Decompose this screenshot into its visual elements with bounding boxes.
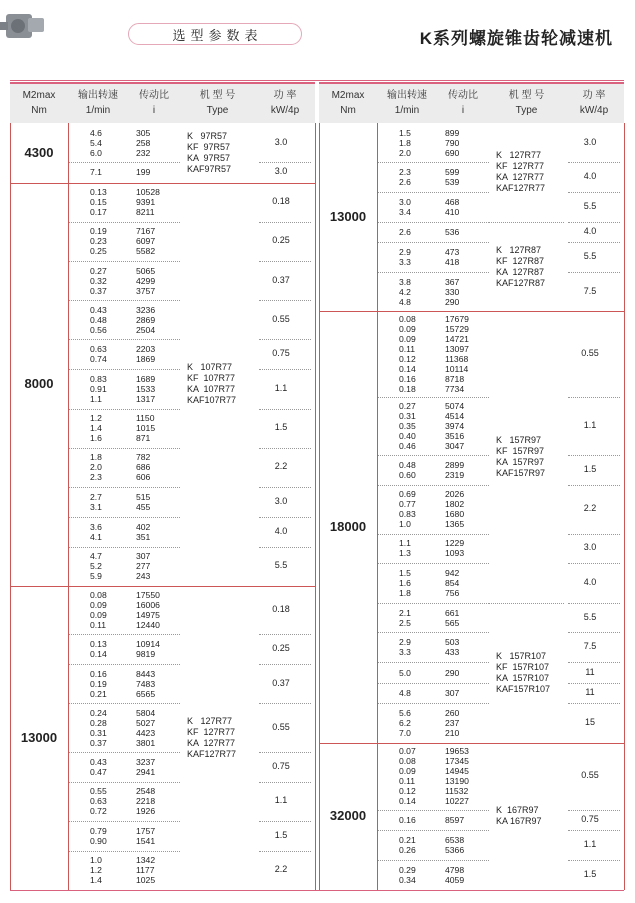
speed-ratio-row <box>319 242 624 272</box>
power-header: kW/4p <box>579 105 609 116</box>
ratio-header: 传动比 <box>139 90 169 101</box>
output-speed: 0.43 0.48 0.56 <box>90 304 107 335</box>
model-type: K 167R97 KA 167R97 <box>496 805 542 827</box>
output-speed: 0.13 0.15 0.17 <box>90 187 107 218</box>
type-header: Type <box>206 105 229 116</box>
output-speed: 2.3 2.6 <box>399 167 411 188</box>
ratio: 8443 7483 6565 <box>136 668 156 699</box>
ratio: 1342 1177 1025 <box>136 855 156 886</box>
m2max-value: 13000 <box>329 209 367 225</box>
type-header: 机 型 号 <box>199 90 236 101</box>
series-title: K系列螺旋锥齿轮减速机 <box>419 29 613 48</box>
ratio: 307 277 243 <box>136 551 151 582</box>
model-type: K 157R97 KF 157R97 KA 157R97 KAF157R97 <box>496 435 546 479</box>
speed-ratio-row <box>319 222 624 243</box>
power-value: 0.55 <box>581 348 599 359</box>
header-divider <box>10 80 624 81</box>
table-group <box>319 123 624 311</box>
ratio: 473 418 <box>445 247 460 268</box>
table-border <box>315 123 316 890</box>
speed-ratio-row <box>10 782 315 821</box>
power-value: 1.5 <box>583 464 597 475</box>
power-value: 3.0 <box>274 166 288 177</box>
output-speed: 0.43 0.47 <box>90 756 107 777</box>
speed-header: 1/min <box>85 105 111 116</box>
power-value: 0.18 <box>272 604 290 615</box>
speed-ratio-row <box>10 123 315 162</box>
power-value: 5.5 <box>583 611 597 622</box>
power-value: 3.0 <box>274 136 288 147</box>
ratio: 515 455 <box>136 491 151 512</box>
ratio: 2548 2218 1926 <box>136 786 156 817</box>
speed-header: 输出转速 <box>78 90 118 101</box>
m2max-divider <box>377 123 378 890</box>
table-group <box>319 743 624 890</box>
speed-ratio-row <box>319 123 624 162</box>
output-speed: 5.6 6.2 7.0 <box>399 707 411 738</box>
m2max-header: M2max <box>22 90 56 101</box>
ratio: 19653 17345 14945 13190 11532 10227 <box>445 746 469 807</box>
output-speed: 0.13 0.14 <box>90 639 107 660</box>
ratio-header: i <box>152 105 156 116</box>
right-table <box>319 82 624 890</box>
ratio: 2899 2319 <box>445 460 465 481</box>
table-header <box>10 82 315 123</box>
ratio: 3237 2941 <box>136 756 156 777</box>
power-value: 5.5 <box>583 251 597 262</box>
speed-ratio-row <box>10 821 315 851</box>
speed-ratio-row <box>10 664 315 703</box>
power-value: 5.5 <box>583 200 597 211</box>
output-speed: 1.0 1.2 1.4 <box>90 855 102 886</box>
speed-ratio-row <box>319 311 624 397</box>
speed-ratio-row <box>10 222 315 261</box>
power-value: 3.0 <box>274 495 288 506</box>
power-value: 0.55 <box>581 770 599 781</box>
output-speed: 7.1 <box>90 167 102 178</box>
model-type: K 127R87 KF 127R87 KA 127R87 KAF127R87 <box>496 244 546 288</box>
output-speed: 0.27 0.31 0.35 0.40 0.46 <box>399 401 416 452</box>
power-value: 1.1 <box>583 839 597 850</box>
output-speed: 3.0 3.4 <box>399 196 411 217</box>
speed-ratio-row <box>319 683 624 704</box>
power-value: 0.25 <box>272 643 290 654</box>
speed-ratio-row <box>319 272 624 311</box>
speed-ratio-row <box>10 261 315 300</box>
ratio: 2026 1802 1680 1365 <box>445 489 465 530</box>
power-header: 功 率 <box>582 90 606 101</box>
m2max-value: 8000 <box>24 376 54 392</box>
output-speed: 4.6 5.4 6.0 <box>90 127 102 158</box>
ratio: 17679 15729 14721 13097 11368 10114 8718 7734 <box>445 314 469 395</box>
output-speed: 4.7 5.2 5.9 <box>90 551 102 582</box>
power-value: 0.55 <box>272 721 290 732</box>
output-speed: 0.29 0.34 <box>399 865 416 886</box>
ratio: 503 433 <box>445 637 460 658</box>
output-speed: 2.9 3.3 <box>399 247 411 268</box>
output-speed: 5.0 <box>399 667 411 678</box>
output-speed: 1.5 1.8 2.0 <box>399 127 411 158</box>
output-speed: 1.1 1.3 <box>399 538 411 559</box>
type-divider <box>489 603 564 604</box>
power-value: 11 <box>585 666 595 677</box>
type-header: Type <box>515 105 538 116</box>
output-speed: 0.19 0.23 0.25 <box>90 226 107 257</box>
power-value: 5.5 <box>274 560 288 571</box>
output-speed: 2.6 <box>399 227 411 238</box>
model-type: K 127R77 KF 127R77 KA 127R77 KAF127R77 <box>187 715 237 759</box>
output-speed: 0.48 0.60 <box>399 460 416 481</box>
speed-ratio-row <box>319 810 624 831</box>
speed-ratio-row <box>10 851 315 890</box>
ratio: 599 539 <box>445 167 460 188</box>
model-type: K 157R107 KF 157R107 KA 157R107 KAF157R107 <box>496 650 551 694</box>
table-body <box>10 123 315 890</box>
power-value: 0.25 <box>272 235 290 246</box>
output-speed: 0.24 0.28 0.31 0.37 <box>90 707 107 748</box>
power-value: 7.5 <box>583 285 597 296</box>
table-border <box>10 123 11 890</box>
speed-ratio-row <box>319 662 624 683</box>
m2max-value: 18000 <box>329 519 367 534</box>
ratio: 7167 6097 5582 <box>136 226 156 257</box>
m2max-divider <box>68 123 69 890</box>
m2max-header: Nm <box>31 105 47 116</box>
output-speed: 3.6 4.1 <box>90 521 102 542</box>
power-value: 11 <box>585 687 595 698</box>
model-type: K 107R77 KF 107R77 KA 107R77 KAF107R77 <box>187 362 237 406</box>
model-type: K 97R57 KF 97R57 KA 97R57 KAF97R57 <box>187 130 232 174</box>
speed-ratio-row <box>319 397 624 455</box>
output-speed: 0.08 0.09 0.09 0.11 0.12 0.14 0.16 0.18 <box>399 314 416 395</box>
power-value: 1.5 <box>274 422 288 433</box>
output-speed: 1.2 1.4 1.6 <box>90 413 102 444</box>
m2max-value: 13000 <box>20 729 58 745</box>
power-value: 1.1 <box>274 795 288 806</box>
power-value: 15 <box>584 716 595 727</box>
output-speed: 1.5 1.6 1.8 <box>399 567 411 598</box>
output-speed: 0.08 0.09 0.09 0.11 <box>90 590 107 631</box>
power-value: 0.75 <box>581 813 599 824</box>
speed-header: 输出转速 <box>387 90 427 101</box>
ratio: 260 237 210 <box>445 707 460 738</box>
speed-ratio-row <box>319 192 624 225</box>
output-speed: 0.27 0.32 0.37 <box>90 265 107 296</box>
speed-ratio-row <box>319 162 624 192</box>
speed-ratio-row <box>10 487 315 517</box>
selection-table-title: 选型参数表 <box>128 23 302 45</box>
speed-ratio-row <box>10 339 315 369</box>
power-value: 1.5 <box>274 829 288 840</box>
output-speed: 0.07 0.08 0.09 0.11 0.12 0.14 <box>399 746 416 807</box>
output-speed: 0.69 0.77 0.83 1.0 <box>399 489 416 530</box>
power-value: 4.0 <box>274 525 288 536</box>
ratio: 899 790 690 <box>445 127 460 158</box>
ratio: 307 <box>445 688 460 699</box>
power-value: 2.2 <box>274 461 288 472</box>
ratio: 1757 1541 <box>136 825 156 846</box>
power-value: 2.2 <box>583 503 597 514</box>
power-value: 4.0 <box>583 171 597 182</box>
power-header: kW/4p <box>270 105 300 116</box>
speed-ratio-row <box>10 409 315 448</box>
output-speed: 3.8 4.2 4.8 <box>399 276 411 307</box>
ratio: 199 <box>136 167 151 178</box>
ratio: 942 854 756 <box>445 567 460 598</box>
speed-ratio-row <box>319 563 624 602</box>
output-speed: 0.16 0.19 0.21 <box>90 668 107 699</box>
m2max-header: M2max <box>331 90 365 101</box>
ratio: 468 410 <box>445 196 460 217</box>
output-speed: 0.55 0.63 0.72 <box>90 786 107 817</box>
output-speed: 2.7 3.1 <box>90 491 102 512</box>
ratio: 5074 4514 3974 3516 3047 <box>445 401 465 452</box>
ratio: 10914 9819 <box>136 639 160 660</box>
gearbox-icon <box>0 4 48 46</box>
ratio: 3236 2869 2504 <box>136 304 156 335</box>
ratio-header: 传动比 <box>448 90 478 101</box>
model-type: K 127R77 KF 127R77 KA 127R77 KAF127R77 <box>496 150 546 194</box>
output-speed: 0.83 0.91 1.1 <box>90 373 107 404</box>
table-group <box>319 311 624 742</box>
speed-ratio-row <box>10 634 315 664</box>
ratio: 661 565 <box>445 607 460 628</box>
table-group <box>10 123 315 183</box>
m2max-header: Nm <box>340 105 356 116</box>
power-value: 1.1 <box>583 420 597 431</box>
output-speed: 4.8 <box>399 688 411 699</box>
output-speed: 1.8 2.0 2.3 <box>90 452 102 483</box>
output-speed: 0.21 0.26 <box>399 835 416 856</box>
speed-ratio-row <box>319 860 624 890</box>
speed-ratio-row <box>319 455 624 485</box>
ratio: 1150 1015 871 <box>136 413 156 444</box>
ratio: 782 686 606 <box>136 452 151 483</box>
ratio: 290 <box>445 667 460 678</box>
speed-ratio-row <box>319 485 624 534</box>
ratio: 10528 9391 8211 <box>136 187 160 218</box>
output-speed: 0.16 <box>399 814 416 825</box>
speed-ratio-row <box>319 830 624 860</box>
speed-ratio-row <box>10 517 315 547</box>
speed-ratio-row <box>319 603 624 633</box>
speed-ratio-row <box>10 183 315 222</box>
type-divider <box>489 222 564 223</box>
table-group <box>10 586 315 890</box>
table-group <box>10 183 315 586</box>
speed-ratio-row <box>10 586 315 635</box>
speed-ratio-row <box>10 300 315 339</box>
power-value: 0.18 <box>272 196 290 207</box>
speed-ratio-row <box>10 752 315 782</box>
table-body <box>319 123 624 890</box>
speed-ratio-row <box>319 703 624 742</box>
ratio: 367 330 290 <box>445 276 460 307</box>
speed-ratio-row <box>319 743 624 810</box>
power-value: 3.0 <box>583 542 597 553</box>
speed-ratio-row <box>10 369 315 408</box>
ratio: 6538 5366 <box>445 835 465 856</box>
type-header: 机 型 号 <box>508 90 545 101</box>
speed-ratio-row <box>319 632 624 662</box>
output-speed: 2.9 3.3 <box>399 637 411 658</box>
ratio: 1689 1533 1317 <box>136 373 156 404</box>
output-speed: 0.79 0.90 <box>90 825 107 846</box>
power-value: 3.0 <box>583 136 597 147</box>
output-speed: 0.63 0.74 <box>90 344 107 365</box>
power-value: 2.2 <box>274 864 288 875</box>
power-value: 0.37 <box>272 677 290 688</box>
m2max-value: 4300 <box>24 144 54 160</box>
table-border <box>624 123 625 890</box>
m2max-value: 32000 <box>329 808 367 824</box>
power-header: 功 率 <box>273 90 297 101</box>
ratio: 4798 4059 <box>445 865 465 886</box>
power-value: 1.5 <box>583 869 597 880</box>
power-value: 0.75 <box>272 348 290 359</box>
footer-divider <box>10 890 624 891</box>
power-value: 0.75 <box>272 760 290 771</box>
ratio: 5065 4299 3757 <box>136 265 156 296</box>
power-value: 0.37 <box>272 274 290 285</box>
ratio-header: i <box>461 105 465 116</box>
power-value: 1.1 <box>274 382 288 393</box>
left-table <box>10 82 315 890</box>
table-border <box>319 123 320 890</box>
ratio: 2203 1869 <box>136 344 156 365</box>
speed-ratio-row <box>10 448 315 487</box>
power-value: 7.5 <box>583 641 597 652</box>
ratio: 305 258 232 <box>136 127 151 158</box>
output-speed: 2.1 2.5 <box>399 607 411 628</box>
speed-ratio-row <box>319 534 624 564</box>
ratio: 17550 16006 14975 12440 <box>136 590 160 631</box>
power-value: 4.0 <box>583 226 597 237</box>
power-value: 0.55 <box>272 313 290 324</box>
table-header <box>319 82 624 123</box>
speed-ratio-row <box>10 547 315 586</box>
ratio: 402 351 <box>136 521 151 542</box>
speed-header: 1/min <box>394 105 420 116</box>
ratio: 536 <box>445 227 460 238</box>
speed-ratio-row <box>10 162 315 183</box>
ratio: 5804 5027 4423 3801 <box>136 707 156 748</box>
speed-ratio-row <box>10 703 315 752</box>
ratio: 8597 <box>445 814 465 825</box>
ratio: 1229 1093 <box>445 538 465 559</box>
power-value: 4.0 <box>583 576 597 587</box>
